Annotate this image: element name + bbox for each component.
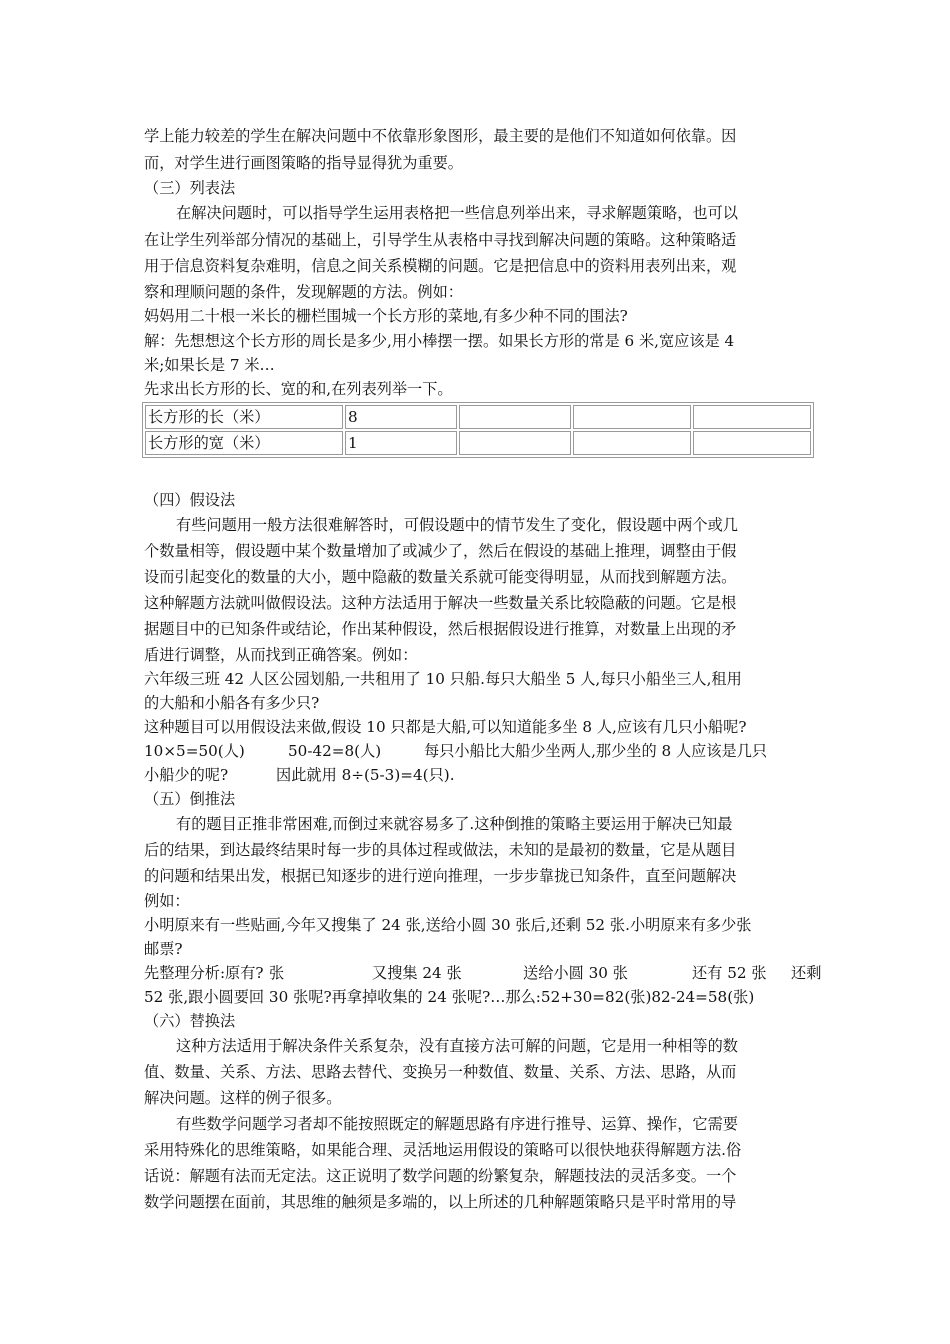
paragraph-line: 而，对学生进行画图策略的指导显得犹为重要。 [144,154,463,172]
calc-step: 小船少的呢? [144,766,229,784]
calc-step: 每只小船比大船少坐两人,那少坐的 8 人应该是几只 [424,742,768,760]
solution-line [144,961,821,985]
section-heading: （五）倒推法 [144,790,236,808]
table-cell [693,431,811,455]
calc-step: 先整理分析:原有? [144,964,264,982]
paragraph-line: 有些问题用一般方法很难解答时，可假设题中的情节发生了变化，假设题中两个或几 [176,516,738,534]
table-row [145,405,811,429]
table-cell [573,431,691,455]
calc-step: 50-42=8(人) [288,742,382,760]
calc-step: 因此就用 8÷(5-3)=4(只). [276,766,455,784]
calc-step: 还有 52 张 [692,964,767,982]
section-heading: （六）替换法 [144,1012,236,1030]
table-cell [573,405,691,429]
solution-text: 52 张,跟小圆要回 30 张呢?再拿掉收集的 24 张呢?…那么:52+30=82(张)82-24=58(张) [144,988,755,1006]
table-row-label: 长方形的长（米） [145,405,343,429]
table-cell [693,405,811,429]
paragraph-line: 的问题和结果出发，根据已知逐步的进行逆向推理，一步步靠拢已知条件，直至问题解决 [144,867,737,885]
paragraph-line: 学上能力较差的学生在解决问题中不依靠形象图形，最主要的是他们不知道如何依靠。因 [144,127,737,145]
section-heading: （四）假设法 [144,491,236,509]
solution-text: 解：先想想这个长方形的周长是多少,用小棒摆一摆。如果长方形的常是 6 米,宽应该是 4 [144,332,735,350]
solution-text: 先求出长方形的长、宽的和,在列表列举一下。 [144,380,453,398]
paragraph-line: 例如： [144,892,190,910]
paragraph-line: 数学问题摆在面前，其思维的触须是多端的，以上所述的几种解题策略只是平时常用的导 [144,1193,737,1211]
table-row [145,431,811,455]
table-cell: 8 [345,405,457,429]
paragraph-line: 用于信息资料复杂难明，信息之间关系模糊的问题。它是把信息中的资料用表列出来，观 [144,257,737,275]
paragraph-line: 在让学生列举部分情况的基础上，引导学生从表格中寻找到解决问题的策略。这种策略适 [144,231,737,249]
calc-step: 还剩 [791,964,822,982]
calc-step: 送给小圆 30 张 [523,964,628,982]
length-width-table [142,402,814,458]
paragraph-line: 盾进行调整，从而找到正确答案。例如： [144,646,418,664]
paragraph-line: 解决问题。这样的例子很多。 [144,1089,342,1107]
problem-text: 的大船和小船各有多少只? [144,694,320,712]
paragraph-line: 这种解题方法就叫做假设法。这种方法适用于解决一些数量关系比较隐蔽的问题。它是根 [144,594,737,612]
calc-step: 10×5=50(人) [144,742,245,760]
paragraph-line: 值、数量、关系、方法、思路去替代、变换另一种数值、数量、关系、方法、思路，从而 [144,1063,737,1081]
problem-text: 妈妈用二十根一米长的栅栏围城一个长方形的菜地,有多少种不同的围法? [144,307,628,325]
paragraph-line: 察和理顺问题的条件，发现解题的方法。例如： [144,283,463,301]
paragraph-line: 个数量相等，假设题中某个数量增加了或减少了，然后在假设的基础上推理，调整由于假 [144,542,737,560]
problem-text: 六年级三班 42 人区公园划船,一共租用了 10 只船.每只大船坐 5 人,每只小船坐三人,租用 [144,670,742,688]
calc-step: 张 [269,964,285,982]
paragraph-line: 后的结果，到达最终结果时每一步的具体过程或做法，未知的是最初的数量，它是从题目 [144,841,737,859]
paragraph-line: 设而引起变化的数量的大小，题中隐蔽的数量关系就可能变得明显，从而找到解题方法。 [144,568,737,586]
problem-text: 邮票? [144,940,183,958]
section-heading: （三）列表法 [144,179,236,197]
paragraph-line: 有些数学问题学习者却不能按照既定的解题思路有序进行推导、运算、操作，它需要 [176,1115,738,1133]
paragraph-line: 据题目中的已知条件或结论，作出某种假设，然后根据假设进行推算，对数量上出现的矛 [144,620,737,638]
solution-text: 这种题目可以用假设法来做,假设 10 只都是大船,可以知道能多坐 8 人,应该有几只小船呢? [144,718,747,736]
table-cell: 1 [345,431,457,455]
table-row-label: 长方形的宽（米） [145,431,343,455]
paragraph-line: 这种方法适用于解决条件关系复杂，没有直接方法可解的问题，它是用一种相等的数 [176,1037,738,1055]
calc-step: 又搜集 24 张 [372,964,462,982]
table-cell [459,405,571,429]
table-cell [459,431,571,455]
paragraph-line: 话说：解题有法而无定法。这正说明了数学问题的纷繁复杂，解题技法的灵活多变。一个 [144,1167,737,1185]
paragraph-line: 在解决问题时，可以指导学生运用表格把一些信息列举出来，寻求解题策略，也可以 [176,204,738,222]
problem-text: 小明原来有一些贴画,今年又搜集了 24 张,送给小圆 30 张后,还剩 52 张.小明原来有多少张 [144,916,752,934]
paragraph-line: 有的题目正推非常困难,而倒过来就容易多了.这种倒推的策略主要运用于解决已知最 [176,815,733,833]
solution-text: 米;如果长是 7 米… [144,356,275,374]
solution-line [144,739,767,763]
paragraph-line: 采用特殊化的思维策略，如果能合理、灵活地运用假设的策略可以很快地获得解题方法.俗 [144,1141,742,1159]
solution-line [144,763,455,787]
